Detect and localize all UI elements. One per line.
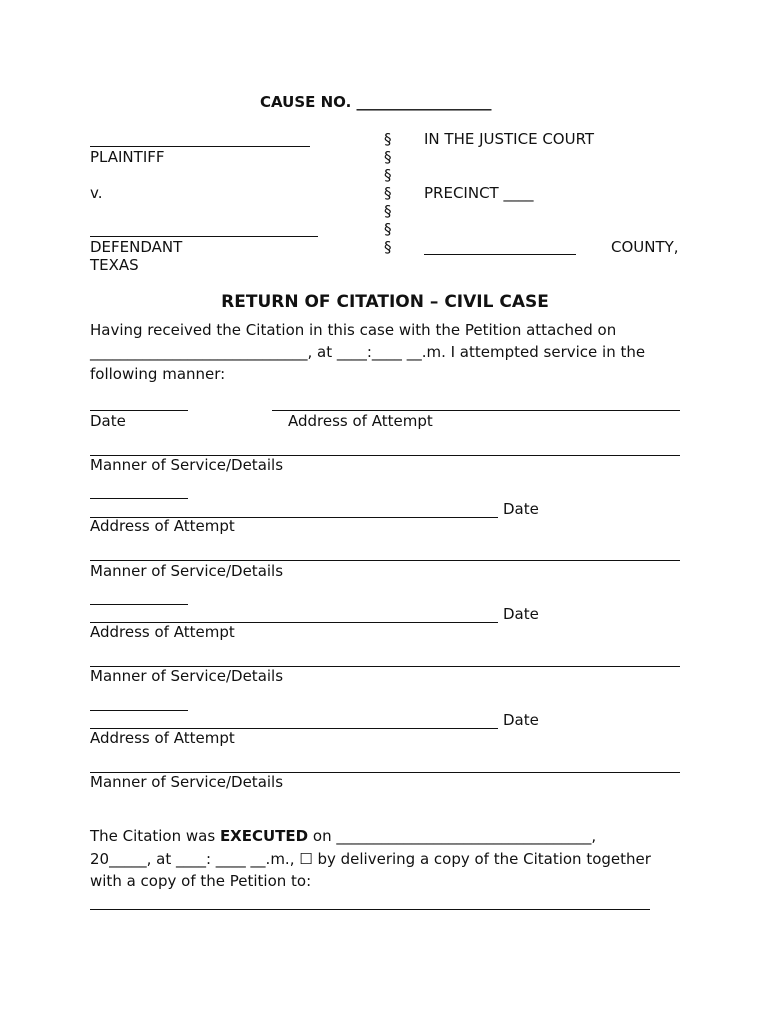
cause-label: CAUSE NO. — [260, 93, 352, 111]
intro-line-3: following manner: — [90, 365, 226, 383]
delivery-checkbox[interactable]: ☐ — [299, 850, 313, 868]
manner-label: Manner of Service/Details — [90, 667, 284, 685]
plaintiff-line — [90, 146, 310, 147]
date-label: Date — [503, 605, 539, 623]
address-label: Address of Attempt — [288, 412, 433, 430]
section-symbol: § — [384, 184, 392, 202]
county-label: COUNTY, — [611, 238, 679, 256]
date-line — [90, 710, 188, 711]
cause-number — [260, 93, 492, 111]
section-symbol: § — [384, 202, 392, 220]
recipient-line — [90, 909, 650, 910]
address-line — [272, 410, 680, 411]
plaintiff-label: PLAINTIFF — [90, 148, 165, 166]
executed-line-3: with a copy of the Petition to: — [90, 872, 312, 890]
date-line — [90, 604, 188, 605]
intro-line-1: Having received the Citation in this case with the Petition attached on — [90, 321, 617, 339]
address-label: Address of Attempt — [90, 623, 235, 641]
date-line — [90, 410, 188, 411]
page-title: RETURN OF CITATION – CIVIL CASE — [221, 292, 549, 312]
section-symbol: § — [384, 130, 392, 148]
defendant-line — [90, 236, 318, 237]
date-label: Date — [503, 500, 539, 518]
precinct-label: PRECINCT ____ — [424, 184, 534, 202]
executed-suffix: on __________________________________, — [308, 827, 597, 845]
section-symbol: § — [384, 220, 392, 238]
manner-label: Manner of Service/Details — [90, 773, 284, 791]
defendant-label: DEFENDANT — [90, 238, 183, 256]
cause-blank: __________________ — [356, 93, 492, 111]
county-line — [424, 254, 576, 255]
address-label: Address of Attempt — [90, 729, 235, 747]
executed-bold: EXECUTED — [219, 827, 309, 845]
manner-line — [90, 560, 680, 561]
date-label: Date — [90, 412, 126, 430]
executed-line-2 — [90, 850, 651, 868]
intro-line-2: _____________________________, at ____:____ __.m. I attempted service in the — [90, 343, 646, 361]
section-symbol: § — [384, 148, 392, 166]
manner-label: Manner of Service/Details — [90, 562, 284, 580]
date-label: Date — [503, 711, 539, 729]
section-symbol: § — [384, 238, 392, 256]
court-label: IN THE JUSTICE COURT — [424, 130, 595, 148]
executed-time: 20_____, at ____: ____ __.m., — [90, 850, 300, 868]
executed-prefix: The Citation was — [90, 827, 220, 845]
executed-line-1 — [90, 827, 596, 845]
address-label: Address of Attempt — [90, 517, 235, 535]
executed-delivery: by delivering a copy of the Citation together — [312, 850, 651, 868]
texas-label: TEXAS — [90, 256, 139, 274]
versus-label: v. — [90, 184, 103, 202]
date-line — [90, 498, 188, 499]
manner-label: Manner of Service/Details — [90, 456, 284, 474]
section-symbol: § — [384, 166, 392, 184]
